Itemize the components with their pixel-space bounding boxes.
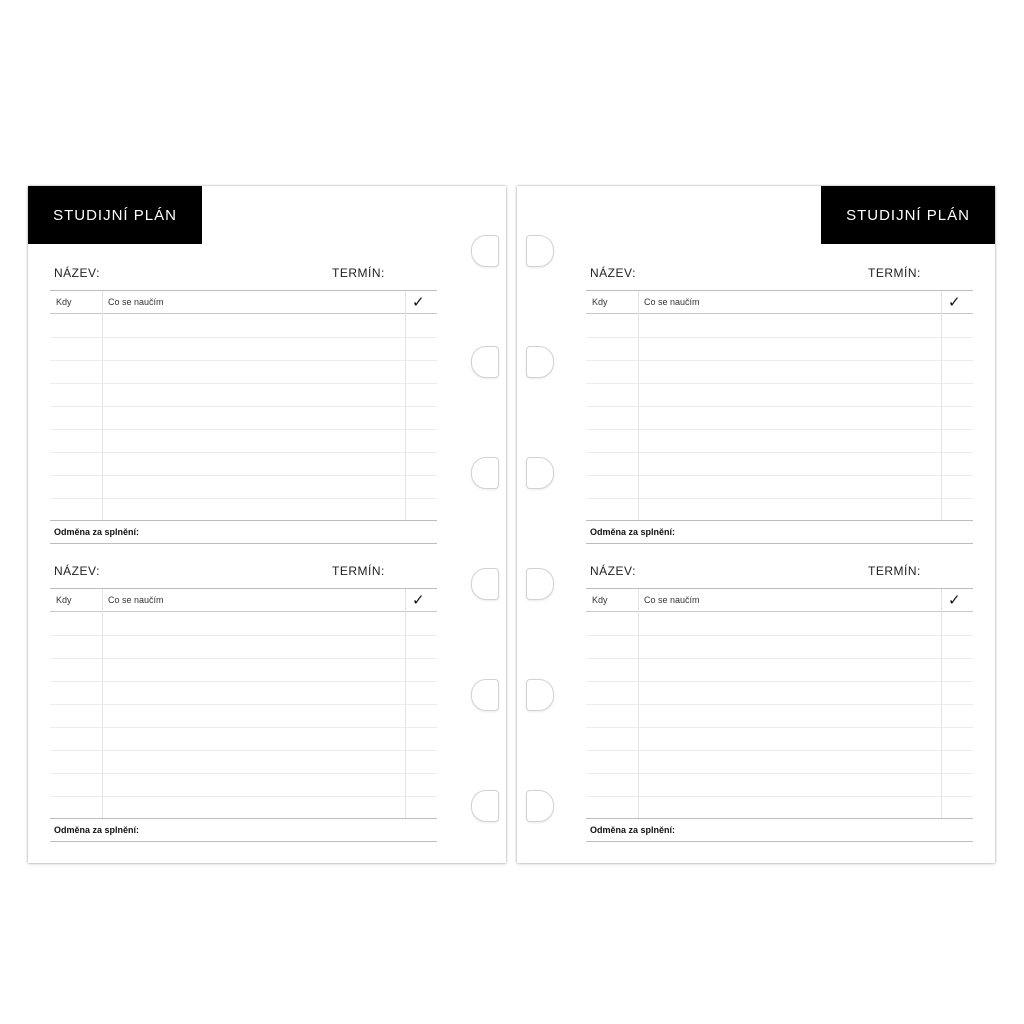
table-rows bbox=[50, 612, 437, 818]
checkmark-icon: ✓ bbox=[412, 294, 425, 311]
table-row-line bbox=[50, 475, 437, 476]
binder-disc-icon bbox=[471, 346, 499, 378]
table-row-line bbox=[586, 406, 973, 407]
name-label: NÁZEV: bbox=[54, 564, 100, 578]
binder-disc-icon bbox=[471, 457, 499, 489]
plan-table bbox=[50, 588, 437, 818]
table-row-line bbox=[50, 704, 437, 705]
table-row-line bbox=[50, 658, 437, 659]
table-row-line bbox=[586, 727, 973, 728]
table-header bbox=[50, 589, 437, 612]
reward-label: Odměna za splnění: bbox=[54, 825, 140, 835]
column-what: Co se naučím bbox=[108, 297, 164, 307]
column-what: Co se naučím bbox=[108, 595, 164, 605]
table-row-line bbox=[50, 360, 437, 361]
table-row-line bbox=[50, 498, 437, 499]
table-row-line bbox=[50, 681, 437, 682]
name-label: NÁZEV: bbox=[590, 266, 636, 280]
column-what: Co se naučím bbox=[644, 297, 700, 307]
reward-row bbox=[586, 818, 973, 842]
table-row-line bbox=[50, 429, 437, 430]
plan-table bbox=[50, 290, 437, 520]
table-row-line bbox=[50, 635, 437, 636]
binder-disc-icon bbox=[471, 235, 499, 267]
binder-disc-icon bbox=[471, 679, 499, 711]
reward-row bbox=[586, 520, 973, 544]
table-row-line bbox=[586, 452, 973, 453]
binder-disc-icon bbox=[526, 235, 554, 267]
checkmark-icon: ✓ bbox=[948, 592, 961, 609]
table-rows bbox=[586, 314, 973, 520]
page-title: STUDIJNÍ PLÁN bbox=[821, 186, 995, 244]
term-label: TERMÍN: bbox=[332, 266, 385, 280]
reward-row bbox=[50, 520, 437, 544]
table-row-line bbox=[50, 796, 437, 797]
reward-label: Odměna za splnění: bbox=[54, 527, 140, 537]
table-row-line bbox=[586, 773, 973, 774]
column-when: Kdy bbox=[56, 595, 72, 605]
table-row-line bbox=[50, 750, 437, 751]
term-label: TERMÍN: bbox=[868, 564, 921, 578]
name-label: NÁZEV: bbox=[54, 266, 100, 280]
table-row-line bbox=[586, 360, 973, 361]
name-label: NÁZEV: bbox=[590, 564, 636, 578]
binder-disc-icon bbox=[471, 568, 499, 600]
binder-disc-icon bbox=[526, 457, 554, 489]
binder-disc-icon bbox=[526, 568, 554, 600]
name-term-row bbox=[586, 264, 973, 290]
table-header bbox=[586, 589, 973, 612]
table-row-line bbox=[586, 429, 973, 430]
table-row-line bbox=[586, 475, 973, 476]
reward-label: Odměna za splnění: bbox=[590, 825, 676, 835]
column-when: Kdy bbox=[592, 595, 608, 605]
plan-section bbox=[50, 562, 437, 842]
page-title: STUDIJNÍ PLÁN bbox=[28, 186, 202, 244]
table-row-line bbox=[586, 750, 973, 751]
table-row-line bbox=[586, 337, 973, 338]
table-row-line bbox=[586, 681, 973, 682]
plan-section bbox=[50, 264, 437, 544]
binder-disc-icon bbox=[526, 346, 554, 378]
table-row-line bbox=[586, 658, 973, 659]
table-row-line bbox=[50, 773, 437, 774]
table-row-line bbox=[50, 406, 437, 407]
left-planner-page bbox=[28, 186, 506, 863]
column-when: Kdy bbox=[592, 297, 608, 307]
table-header bbox=[50, 291, 437, 314]
binder-disc-icon bbox=[526, 790, 554, 822]
table-row-line bbox=[50, 383, 437, 384]
reward-row bbox=[50, 818, 437, 842]
name-term-row bbox=[50, 264, 437, 290]
checkmark-icon: ✓ bbox=[948, 294, 961, 311]
right-planner-page bbox=[517, 186, 995, 863]
binder-disc-icon bbox=[526, 679, 554, 711]
column-when: Kdy bbox=[56, 297, 72, 307]
table-row-line bbox=[586, 383, 973, 384]
table-row-line bbox=[586, 635, 973, 636]
term-label: TERMÍN: bbox=[332, 564, 385, 578]
reward-label: Odměna za splnění: bbox=[590, 527, 676, 537]
plan-section bbox=[586, 562, 973, 842]
table-header bbox=[586, 291, 973, 314]
table-row-line bbox=[50, 727, 437, 728]
table-row-line bbox=[586, 498, 973, 499]
table-row-line bbox=[586, 796, 973, 797]
name-term-row bbox=[50, 562, 437, 588]
table-row-line bbox=[50, 452, 437, 453]
column-what: Co se naučím bbox=[644, 595, 700, 605]
table-rows bbox=[586, 612, 973, 818]
checkmark-icon: ✓ bbox=[412, 592, 425, 609]
table-rows bbox=[50, 314, 437, 520]
term-label: TERMÍN: bbox=[868, 266, 921, 280]
table-row-line bbox=[50, 337, 437, 338]
name-term-row bbox=[586, 562, 973, 588]
plan-table bbox=[586, 290, 973, 520]
table-row-line bbox=[586, 704, 973, 705]
plan-table bbox=[586, 588, 973, 818]
plan-section bbox=[586, 264, 973, 544]
binder-disc-icon bbox=[471, 790, 499, 822]
